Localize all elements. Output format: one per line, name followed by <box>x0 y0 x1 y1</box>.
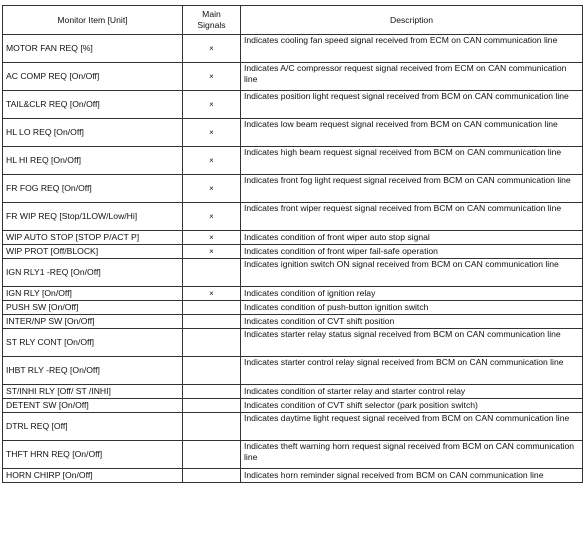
description: Indicates front wiper request signal received from BCM on CAN communication line <box>241 203 583 231</box>
table-row <box>3 329 583 357</box>
monitor-item: INTER/NP SW [On/Off] <box>3 315 183 329</box>
description: Indicates theft warning horn request signal received from BCM on CAN communication line <box>241 441 583 469</box>
monitor-item: HORN CHIRP [On/Off] <box>3 469 183 483</box>
table-header <box>3 6 583 35</box>
table-row <box>3 399 583 413</box>
monitor-item: WIP PROT [Off/BLOCK] <box>3 245 183 259</box>
main-signal-mark: × <box>183 119 241 147</box>
main-signal-mark <box>183 259 241 287</box>
main-signal-mark <box>183 441 241 469</box>
monitor-item: DETENT SW [On/Off] <box>3 399 183 413</box>
monitor-item: PUSH SW [On/Off] <box>3 301 183 315</box>
table-body <box>3 35 583 483</box>
description: Indicates horn reminder signal received from BCM on CAN communication line <box>241 469 583 483</box>
main-signal-mark <box>183 469 241 483</box>
main-signal-mark: × <box>183 63 241 91</box>
description: Indicates condition of ignition relay <box>241 287 583 301</box>
table-row <box>3 413 583 441</box>
main-signal-mark <box>183 329 241 357</box>
header-main-signals-label: Main Signals <box>197 9 226 30</box>
main-signal-mark: × <box>183 147 241 175</box>
description: Indicates condition of push-button ignition switch <box>241 301 583 315</box>
description: Indicates position light request signal received from BCM on CAN communication line <box>241 91 583 119</box>
description: Indicates condition of front wiper auto stop signal <box>241 231 583 245</box>
table-row <box>3 91 583 119</box>
table-row <box>3 245 583 259</box>
monitor-item: FR WIP REQ [Stop/1LOW/Low/Hi] <box>3 203 183 231</box>
monitor-item: WIP AUTO STOP [STOP P/ACT P] <box>3 231 183 245</box>
main-signal-mark: × <box>183 203 241 231</box>
main-signal-mark: × <box>183 287 241 301</box>
description: Indicates low beam request signal received from BCM on CAN communication line <box>241 119 583 147</box>
description: Indicates condition of starter relay and starter control relay <box>241 385 583 399</box>
table-row <box>3 35 583 63</box>
monitor-item: IGN RLY [On/Off] <box>3 287 183 301</box>
table-row <box>3 203 583 231</box>
monitor-item: FR FOG REQ [On/Off] <box>3 175 183 203</box>
table-row <box>3 259 583 287</box>
main-signal-mark: × <box>183 245 241 259</box>
main-signal-mark <box>183 399 241 413</box>
main-signal-mark: × <box>183 91 241 119</box>
description: Indicates condition of front wiper fail-safe operation <box>241 245 583 259</box>
description: Indicates starter control relay signal received from BCM on CAN communication line <box>241 357 583 385</box>
main-signal-mark: × <box>183 231 241 245</box>
monitor-item: ST/INHI RLY [Off/ ST /INHI] <box>3 385 183 399</box>
monitor-item: MOTOR FAN REQ [%] <box>3 35 183 63</box>
monitor-item: IGN RLY1 -REQ [On/Off] <box>3 259 183 287</box>
description: Indicates starter relay status signal received from BCM on CAN communication line <box>241 329 583 357</box>
description: Indicates A/C compressor request signal received from ECM on CAN communication line <box>241 63 583 91</box>
main-signal-mark: × <box>183 35 241 63</box>
table-row <box>3 385 583 399</box>
table-row <box>3 119 583 147</box>
header-description: Description <box>241 6 583 35</box>
table-row <box>3 147 583 175</box>
description: Indicates front fog light request signal received from BCM on CAN communication line <box>241 175 583 203</box>
main-signal-mark <box>183 385 241 399</box>
header-monitor-item: Monitor Item [Unit] <box>3 6 183 35</box>
table-row <box>3 441 583 469</box>
main-signal-mark <box>183 315 241 329</box>
table-row <box>3 357 583 385</box>
monitor-item-table <box>2 5 583 483</box>
monitor-item: THFT HRN REQ [On/Off] <box>3 441 183 469</box>
description: Indicates condition of CVT shift position <box>241 315 583 329</box>
description: Indicates condition of CVT shift selector (park position switch) <box>241 399 583 413</box>
table-row <box>3 231 583 245</box>
table-row <box>3 315 583 329</box>
table-row <box>3 301 583 315</box>
monitor-item: HL HI REQ [On/Off] <box>3 147 183 175</box>
main-signal-mark: × <box>183 175 241 203</box>
table-row <box>3 469 583 483</box>
main-signal-mark <box>183 413 241 441</box>
main-signal-mark <box>183 357 241 385</box>
description: Indicates high beam request signal received from BCM on CAN communication line <box>241 147 583 175</box>
table-row <box>3 287 583 301</box>
main-signal-mark <box>183 301 241 315</box>
monitor-item: DTRL REQ [Off] <box>3 413 183 441</box>
description: Indicates cooling fan speed signal received from ECM on CAN communication line <box>241 35 583 63</box>
header-main-signals <box>183 6 241 35</box>
monitor-item: HL LO REQ [On/Off] <box>3 119 183 147</box>
table-row <box>3 175 583 203</box>
table-row <box>3 63 583 91</box>
description: Indicates daytime light request signal received from BCM on CAN communication line <box>241 413 583 441</box>
monitor-item: IHBT RLY -REQ [On/Off] <box>3 357 183 385</box>
monitor-item: AC COMP REQ [On/Off] <box>3 63 183 91</box>
monitor-item: TAIL&CLR REQ [On/Off] <box>3 91 183 119</box>
description: Indicates ignition switch ON signal received from BCM on CAN communication line <box>241 259 583 287</box>
monitor-item: ST RLY CONT [On/Off] <box>3 329 183 357</box>
